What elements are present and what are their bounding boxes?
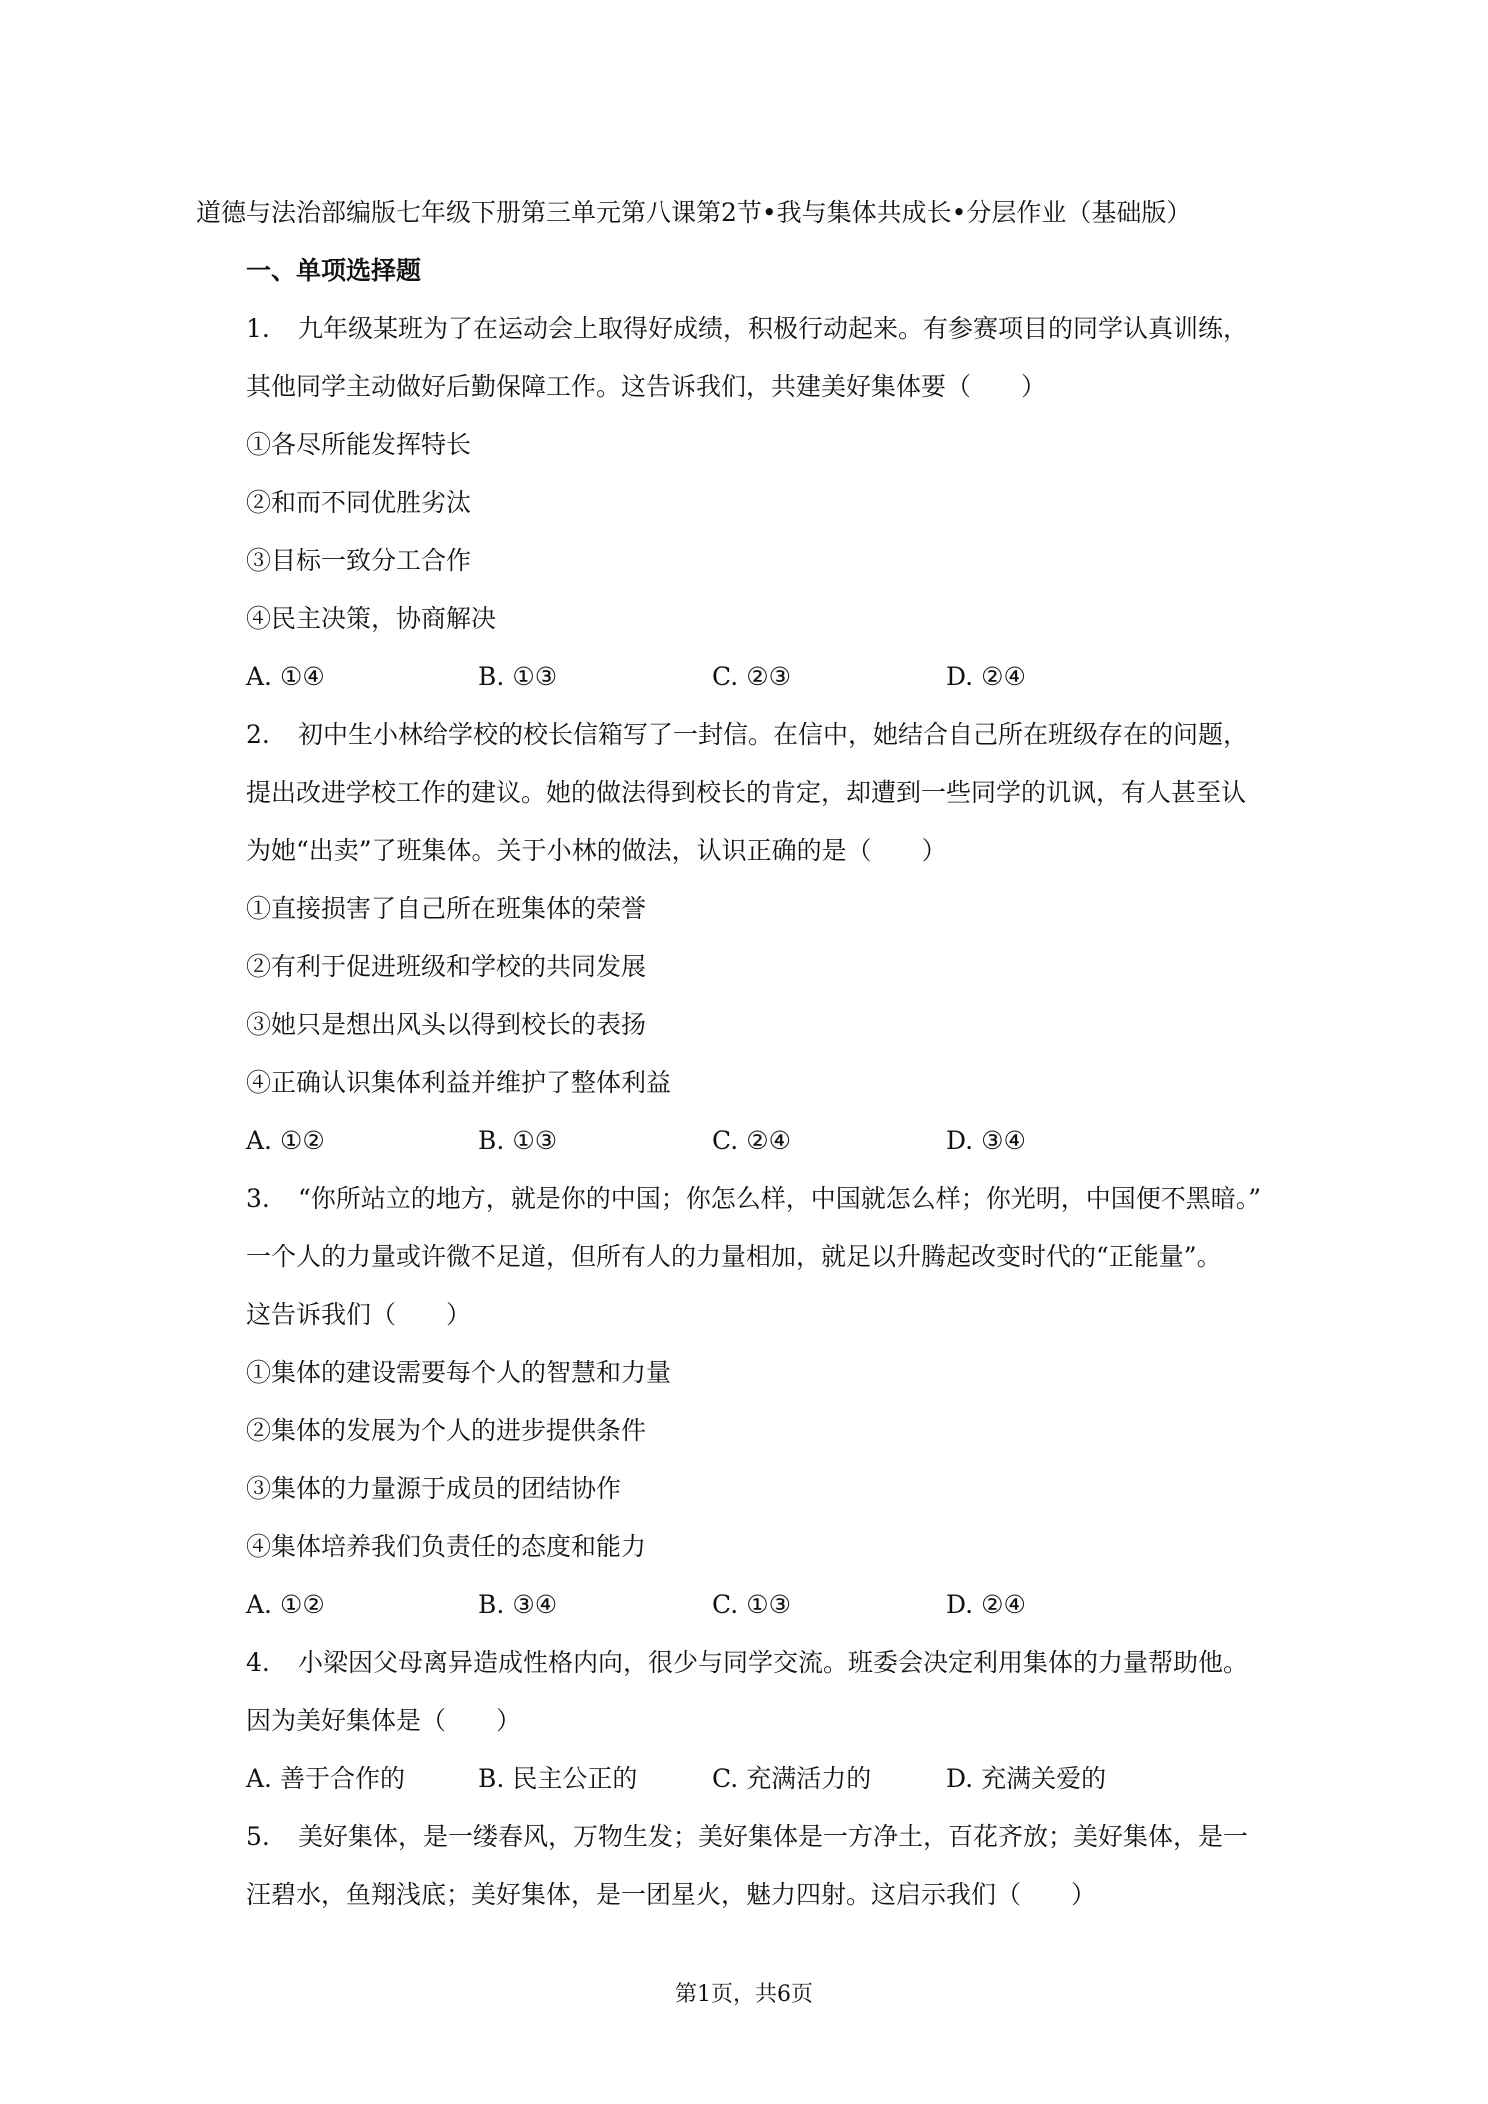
question-3-line-1 [246,1182,1261,1216]
question-text: 小梁因父母离异造成性格内向，很少与同学交流。班委会决定利用集体的力量帮助他。 [298,1648,1249,1677]
statement: ③集体的力量源于成员的团结协作 [246,1474,622,1503]
option-a[interactable]: A. ①② [246,1126,325,1155]
question-5-line-1 [246,1820,1248,1854]
option-b[interactable]: B. 民主公正的 [478,1764,638,1793]
statement: ④正确认识集体利益并维护了整体利益 [246,1068,672,1097]
statement: ①各尽所能发挥特长 [246,430,472,459]
option-d[interactable]: D. ②④ [946,1590,1026,1619]
question-text: “你所站立的地方，就是你的中国；你怎么样，中国就怎么样；你光明，中国便不黑暗。” [298,1184,1262,1213]
option-b[interactable]: B. ③④ [478,1590,558,1619]
question-number: 4. [246,1648,270,1677]
question-2-line-1 [246,718,1248,752]
document-title: 道德与法治部编版七年级下册第三单元第八课第2节•我与集体共成长•分层作业（基础版） [196,198,1192,227]
option-d[interactable]: D. 充满关爱的 [946,1764,1107,1793]
option-a[interactable]: A. 善于合作的 [246,1764,406,1793]
option-c[interactable]: C. ②③ [712,662,792,691]
question-2-line-3: 为她“出卖”了班集体。关于小林的做法，认识正确的是（ ） [246,836,947,865]
statement: ④民主决策，协商解决 [246,604,497,633]
section-heading: 一、单项选择题 [246,256,422,285]
option-d[interactable]: D. ②④ [946,662,1026,691]
option-b[interactable]: B. ①③ [478,1126,558,1155]
statement: ②集体的发展为个人的进步提供条件 [246,1416,647,1445]
statement: ④集体培养我们负责任的态度和能力 [246,1532,647,1561]
question-3-line-2: 一个人的力量或许微不足道，但所有人的力量相加，就足以升腾起改变时代的“正能量”。 [246,1242,1222,1271]
option-d[interactable]: D. ③④ [946,1126,1026,1155]
question-number: 1. [246,314,270,343]
question-2-line-2: 提出改进学校工作的建议。她的做法得到校长的肯定，却遭到一些同学的讥讽，有人甚至认 [246,778,1247,807]
question-1-line-2: 其他同学主动做好后勤保障工作。这告诉我们，共建美好集体要（ ） [246,372,1047,401]
question-4-line-2: 因为美好集体是（ ） [246,1706,522,1735]
statement: ③目标一致分工合作 [246,546,472,575]
question-3-line-3: 这告诉我们（ ） [246,1300,472,1329]
question-4-line-1 [246,1646,1248,1680]
question-text: 初中生小林给学校的校长信箱写了一封信。在信中，她结合自己所在班级存在的问题， [298,720,1249,749]
option-b[interactable]: B. ①③ [478,662,558,691]
question-number: 2. [246,720,270,749]
statement: ①集体的建设需要每个人的智慧和力量 [246,1358,672,1387]
statement: ②有利于促进班级和学校的共同发展 [246,952,647,981]
question-5-line-2: 汪碧水，鱼翔浅底；美好集体，是一团星火，魅力四射。这启示我们（ ） [246,1880,1097,1909]
option-a[interactable]: A. ①② [246,1590,325,1619]
question-1-line-1 [246,312,1248,346]
option-c[interactable]: C. ②④ [712,1126,792,1155]
statement: ③她只是想出风头以得到校长的表扬 [246,1010,647,1039]
question-number: 5. [246,1822,270,1851]
option-c[interactable]: C. ①③ [712,1590,792,1619]
option-c[interactable]: C. 充满活力的 [712,1764,872,1793]
statement: ②和而不同优胜劣汰 [246,488,472,517]
question-text: 九年级某班为了在运动会上取得好成绩，积极行动起来。有参赛项目的同学认真训练， [298,314,1249,343]
statement: ①直接损害了自己所在班集体的荣誉 [246,894,647,923]
question-number: 3. [246,1184,270,1213]
question-text: 美好集体，是一缕春风，万物生发；美好集体是一方净土，百花齐放；美好集体，是一 [298,1822,1249,1851]
option-a[interactable]: A. ①④ [246,662,325,691]
page-footer: 第1页，共6页 [675,1982,813,2007]
